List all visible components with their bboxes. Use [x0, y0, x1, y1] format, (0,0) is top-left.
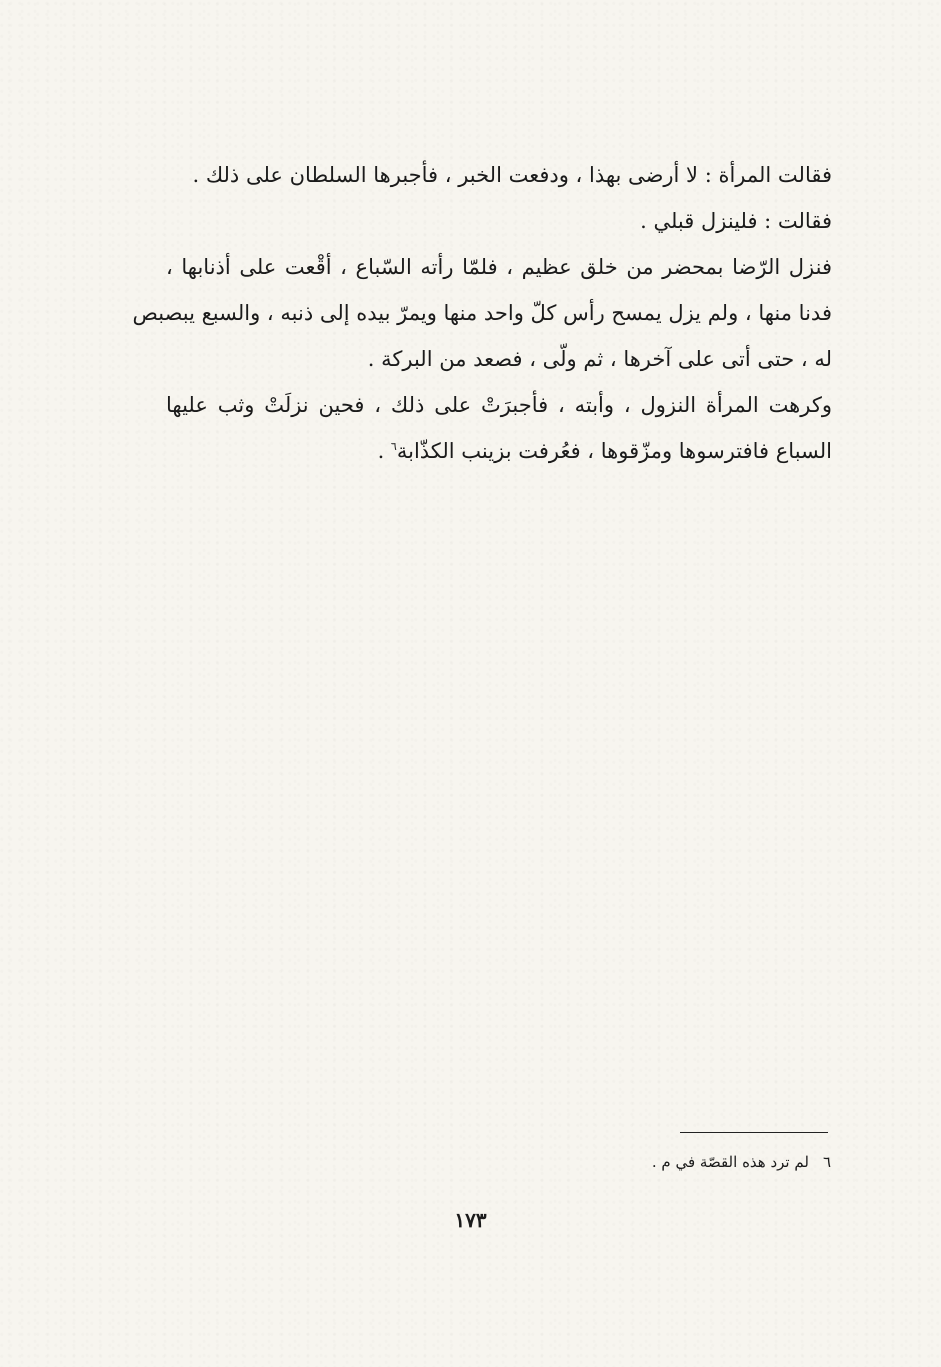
text-line-6: وكرهت المرأة النزول ، وأبته ، فأجبرَتْ على ذلك ، فحين نزلَتْ وثب عليها: [166, 393, 832, 417]
page-number: ١٧٣: [454, 1208, 487, 1232]
footnote-number: ٦: [822, 1153, 831, 1171]
footnote-reference: ٦: [390, 440, 397, 453]
final-period: .: [377, 439, 391, 463]
footnote-divider: [680, 1132, 828, 1133]
text-line-3: فنزل الرّضا بمحضر من خلق عظيم ، فلمّا رأته السّباع ، أقْعت على أذنابها ،: [166, 255, 832, 279]
text-line-7-content: السباع فافترسوها ومزّقوها ، فعُرفت بزينب الكذّابة: [396, 439, 832, 463]
text-line-5: له ، حتى أتى على آخرها ، ثم ولّى ، فصعد من البركة .: [367, 347, 832, 371]
footnote-text: لم ترد هذه القصّة في م .: [651, 1153, 809, 1171]
text-line-7: [166, 428, 832, 474]
text-line-4: فدنا منها ، ولم يزل يمسح رأس كلّ واحد منها ويمرّ بيده إلى ذنبه ، والسبع يبصبص: [132, 301, 832, 325]
text-line-2: فقالت : فلينزل قبلي .: [640, 209, 832, 233]
main-text: [132, 152, 832, 474]
footnote: [652, 1150, 831, 1174]
text-line-1: فقالت المرأة : لا أرضى بهذا ، ودفعت الخبر ، فأجبرها السلطان على ذلك .: [192, 163, 832, 187]
